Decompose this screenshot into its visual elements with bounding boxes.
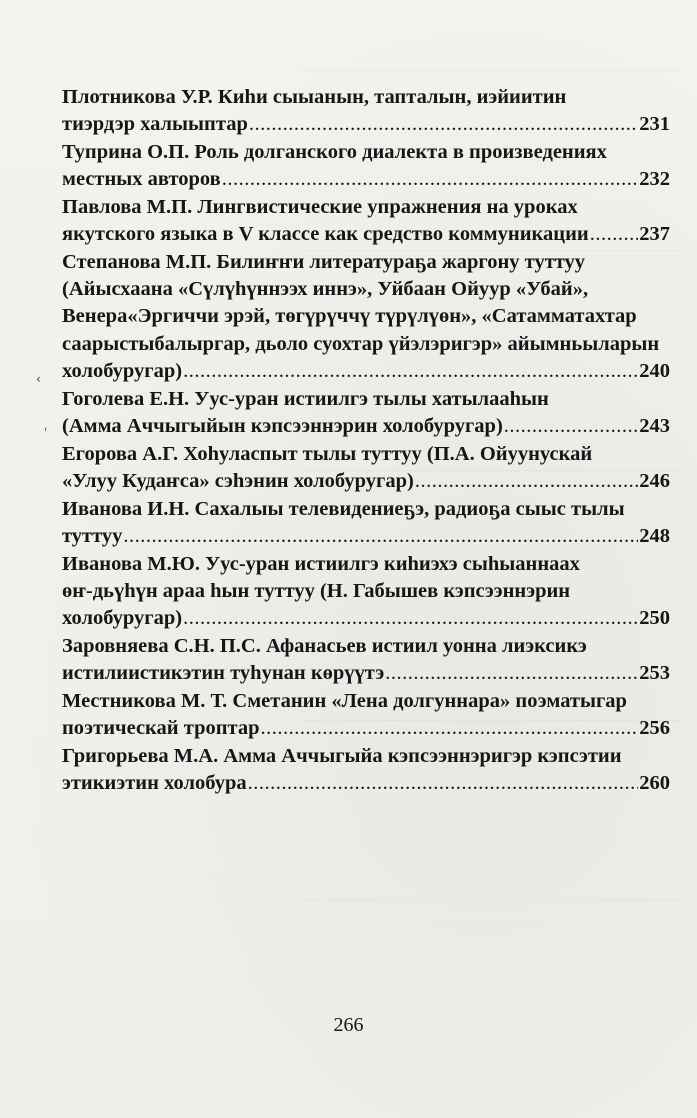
leader-dots xyxy=(504,413,638,440)
toc-page-number: 237 xyxy=(639,223,670,246)
toc-entry xyxy=(62,194,670,248)
toc-entry-line: Туприна О.П. Роль долганского диалекта в произведениях xyxy=(62,141,607,163)
toc-page-number: 231 xyxy=(639,113,670,136)
toc-entry xyxy=(62,551,670,633)
leader-dots xyxy=(261,715,639,742)
pen-mark: ‹ xyxy=(36,372,41,386)
toc-entry-text: холобуругар) xyxy=(62,359,183,382)
toc-entry-line: Егорова А.Г. Хоһуласпыт тылы туттуу (П.А. Ойуунускай xyxy=(62,442,593,465)
table-of-contents xyxy=(62,84,670,798)
toc-entry-line: (Айысхаана «Сүлүһүннээх иннэ», Уйбаан Ойуур «Убай», xyxy=(62,278,589,301)
toc-entry-final-line xyxy=(62,715,670,742)
toc-page-number: 256 xyxy=(639,717,670,740)
toc-page-number: 260 xyxy=(639,772,670,795)
toc-entry-line: Венера«Эргиччи эрэй, төгүрүччү түрүлүөн», «Сатамматахтар xyxy=(62,305,637,328)
show-through-line xyxy=(300,900,680,911)
leader-dots xyxy=(183,605,638,632)
toc-entry-line: Заровняева С.Н. П.С. Афанасьев истиил уонна лиэксикэ xyxy=(62,634,587,657)
toc-page-number: 232 xyxy=(639,168,670,191)
toc-entry-final-line xyxy=(62,413,670,440)
toc-entry-final-line xyxy=(62,605,670,632)
leader-dots xyxy=(385,660,638,687)
toc-entry xyxy=(62,743,670,797)
leader-dots xyxy=(249,111,638,138)
toc-entry-text: тиэрдэр халыыптар xyxy=(62,113,248,136)
toc-entry-final-line xyxy=(62,468,670,495)
toc-entry-final-line xyxy=(62,221,670,248)
toc-entry-final-line xyxy=(62,111,670,138)
toc-entry-final-line xyxy=(62,166,670,193)
toc-entry-line: Степанова М.П. Билиҥҥи литератураҕа жаргону туттуу xyxy=(62,251,586,273)
toc-entry xyxy=(62,633,670,687)
toc-entry-final-line xyxy=(62,770,670,797)
leader-dots xyxy=(248,770,639,797)
toc-entry xyxy=(62,139,670,193)
toc-entry-line: өҥ-дьүһүн араа һын туттуу (Н. Габышев кэпсээннэрин xyxy=(62,579,571,602)
toc-page-number: 248 xyxy=(639,524,670,547)
toc-entry-text: этикиэтин холобура xyxy=(62,772,247,795)
toc-entry-line: Иванова М.Ю. Уус-уран истиилгэ киһиэхэ сыһыаннаах xyxy=(62,552,580,575)
page-number: 266 xyxy=(333,1014,364,1036)
toc-entry-final-line xyxy=(62,358,670,385)
toc-page-number: 243 xyxy=(639,414,670,437)
toc-entry-text: поэтическай троптар xyxy=(62,717,260,740)
toc-entry xyxy=(62,249,670,385)
leader-dots xyxy=(415,468,638,495)
toc-entry-text: (Амма Аччыгыйын кэпсээннэрин холобуругар) xyxy=(62,414,503,437)
toc-entry-text: холобуругар) xyxy=(62,607,183,630)
show-through-line xyxy=(300,70,680,81)
toc-entry-line: Плотникова У.Р. Киhи сыыанын, тапталын, иэйиитин xyxy=(62,86,567,108)
toc-entry-line: Иванова И.Н. Сахалыы телевидениеҕэ, радиоҕа сыыс тылы xyxy=(62,497,625,520)
toc-page-number: 240 xyxy=(639,359,670,382)
leader-dots xyxy=(590,221,639,248)
toc-page-number: 246 xyxy=(639,469,670,492)
leader-dots xyxy=(123,523,638,550)
toc-entry-line: Григорьева М.А. Амма Аччыгыйа кэпсээннэригэр кэпсэтии xyxy=(62,744,622,767)
toc-entry-line: Местникова М. Т. Сметанин «Лена долгуннара» поэматыгар xyxy=(62,689,627,712)
toc-entry xyxy=(62,441,670,495)
toc-entry-final-line xyxy=(62,660,670,687)
toc-entry xyxy=(62,688,670,742)
toc-entry xyxy=(62,84,670,138)
leader-dots xyxy=(222,166,639,193)
toc-entry-line: саарыстыбалыргар, дьоло суохтар үйэлэригэр» айымньыларын xyxy=(62,332,660,355)
toc-entry-text: туттуу xyxy=(62,524,123,547)
toc-entry-final-line xyxy=(62,523,670,550)
toc-entry-text: местных авторов xyxy=(62,168,221,191)
toc-entry-text: истилиистикэтин туһунан көрүүтэ xyxy=(62,662,385,685)
leader-dots xyxy=(183,358,638,385)
toc-page-number: 250 xyxy=(639,607,670,630)
toc-entry-line: Гоголева Е.Н. Уус-уран истиилгэ тылы хатылааһын xyxy=(62,387,549,410)
toc-entry-text: «Улуу Кудаҥса» сэһэнин холобуругар) xyxy=(62,469,414,492)
toc-entry xyxy=(62,496,670,550)
toc-entry-text: якутского языка в V классе как средство коммуникации xyxy=(62,223,589,246)
toc-entry xyxy=(62,386,670,440)
toc-entry-line: Павлова М.П. Лингвистические упражнения на уроках xyxy=(62,196,578,218)
toc-page-number: 253 xyxy=(639,662,670,685)
pen-mark: ˈ xyxy=(44,426,48,440)
